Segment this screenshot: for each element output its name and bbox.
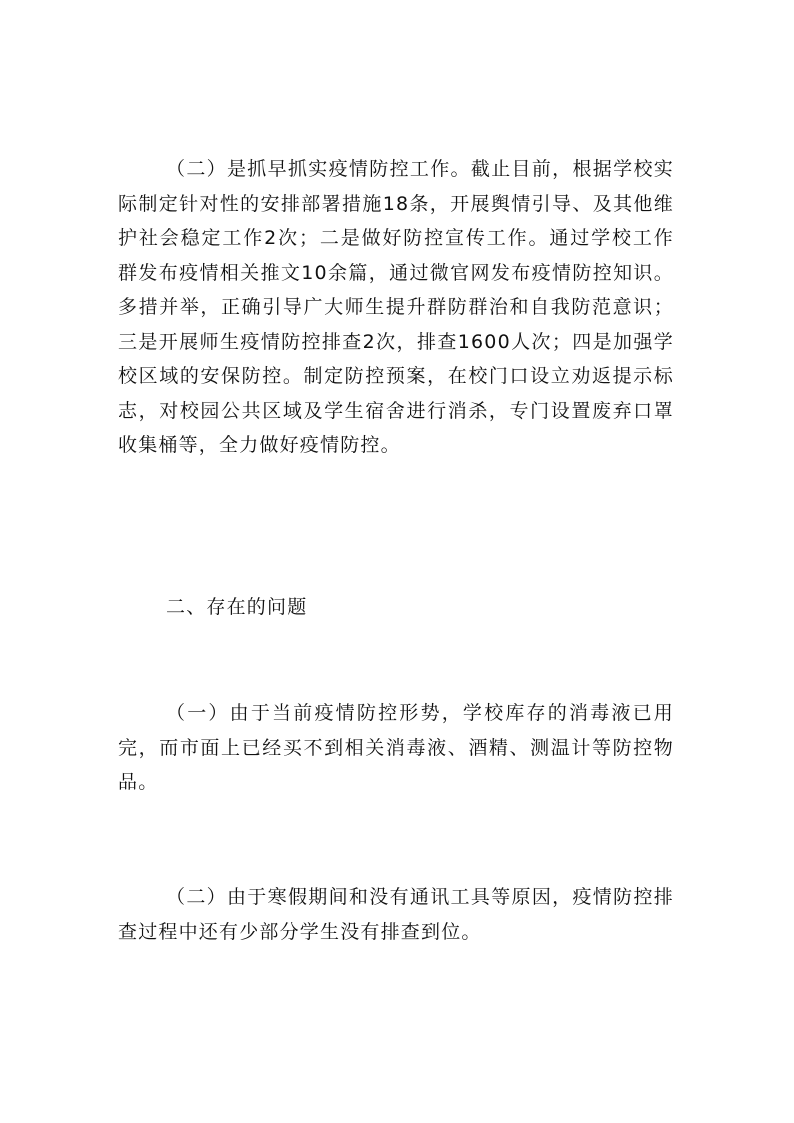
paragraph-epidemic-prevention-work: （二）是抓早抓实疫情防控工作。截止目前，根据学校实际制定针对性的安排部署措施18条，开展舆情引导、及其他维护社会稳定工作2次；二是做好防控宣传工作。通过学校工作群发布疫情相关推文10余篇，通过微官网发布疫情防控知识。多措并举，正确引导广大师生提升群防群治和自我防范意识；三是开展师生疫情防控排查2次，排查1600人次；四是加强学校区域的安保防控。制定防控预案，在校门口设立劝返提示标志，对校园公共区域及学生宿舍进行消杀，专门设置废弃口罩收集桶等，全力做好疫情防控。 xyxy=(118,158,674,456)
paragraph-problem-one: （一）由于当前疫情防控形势，学校库存的消毒液已用完，而市面上已经买不到相关消毒液、酒精、测温计等防控物品。 xyxy=(118,702,674,793)
paragraph-problem-two: （二）由于寒假期间和没有通讯工具等原因，疫情防控排查过程中还有少部分学生没有排查到位。 xyxy=(118,886,674,943)
section-heading-existing-problems: 二、存在的问题 xyxy=(166,596,308,618)
